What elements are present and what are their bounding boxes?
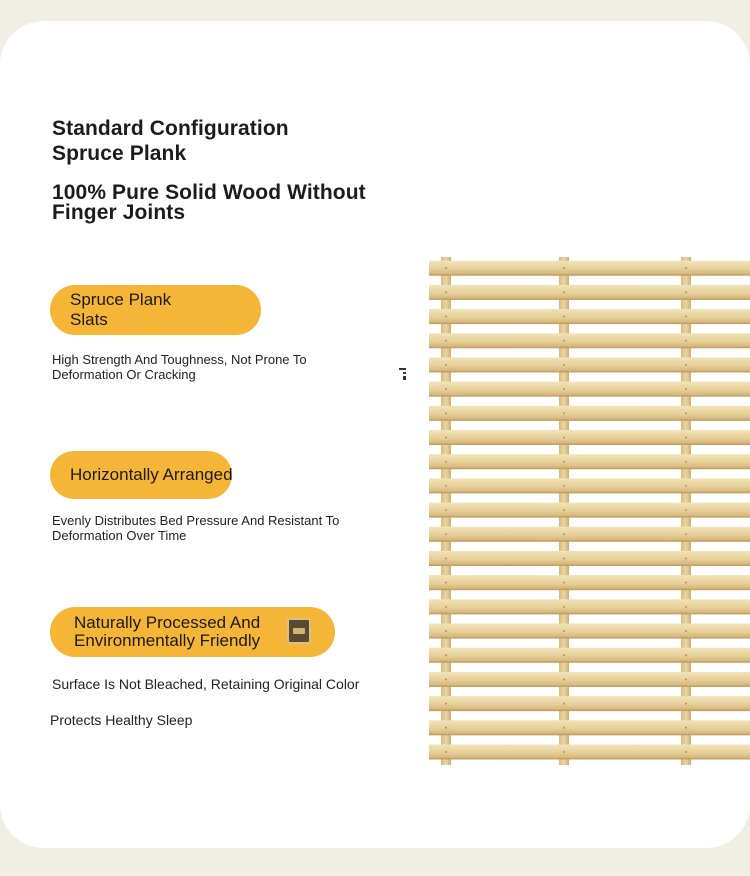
feature-label: Naturally Processed And Environmentally Friendly: [74, 613, 261, 650]
feature-description: Evenly Distributes Bed Pressure And Resistant To Deformation Over Time: [52, 513, 340, 543]
slat-12: [429, 527, 750, 542]
slat-10: [429, 478, 750, 493]
page-title: [52, 116, 352, 166]
slat-1: [429, 261, 750, 276]
title-line-1: Standard Configuration: [52, 117, 289, 140]
feature-description: High Strength And Toughness, Not Prone To Deformation Or Cracking: [52, 352, 307, 382]
slat-16: [429, 624, 750, 639]
slat-17: [429, 648, 750, 663]
slat-5: [429, 357, 750, 372]
product-card: [0, 21, 750, 848]
slat-15: [429, 599, 750, 614]
slat-8: [429, 430, 750, 445]
feature-label: Horizontally Arranged: [70, 465, 233, 484]
wood-sample-icon: [287, 618, 311, 644]
slat-18: [429, 672, 750, 687]
wooden-slat-frame-illustration: [429, 257, 750, 765]
feature-pill-horizontal: [50, 451, 232, 499]
feature-label: Spruce Plank Slats: [70, 290, 172, 329]
decorative-mark-icon: [398, 367, 408, 381]
slat-6: [429, 382, 750, 397]
slat-14: [429, 575, 750, 590]
slat-2: [429, 285, 750, 300]
feature-description: Surface Is Not Bleached, Retaining Original Color: [52, 676, 360, 692]
slat-21: [429, 744, 750, 759]
page-subtitle: 100% Pure Solid Wood Without Finger Joints: [52, 181, 366, 224]
feature-pill-spruce-slats: [50, 285, 261, 335]
slat-7: [429, 406, 750, 421]
slat-9: [429, 454, 750, 469]
feature-description-secondary: Protects Healthy Sleep: [50, 712, 193, 728]
slat-3: [429, 309, 750, 324]
title-line-2: Spruce Plank: [52, 142, 187, 165]
feature-pill-natural: [50, 607, 335, 657]
slat-13: [429, 551, 750, 566]
slat-4: [429, 333, 750, 348]
slat-11: [429, 503, 750, 518]
slat-20: [429, 720, 750, 735]
slat-19: [429, 696, 750, 711]
